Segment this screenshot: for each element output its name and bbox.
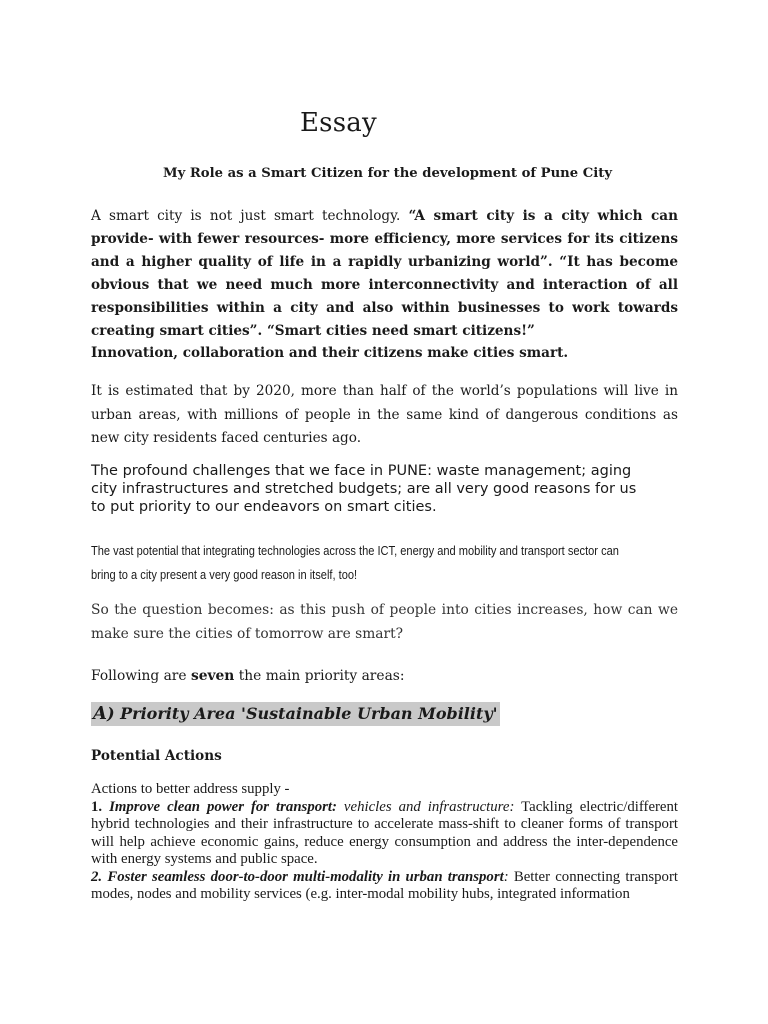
potential-actions-heading: Potential Actions xyxy=(91,748,222,764)
following-pre: Following are xyxy=(91,668,191,684)
innovation-line: Innovation, collaboration and their citizens make cities smart. xyxy=(91,345,569,361)
following-line xyxy=(91,665,678,688)
action-1-subtitle: vehicles and infrastructure: xyxy=(336,798,515,815)
actions-intro: Actions to better address supply - xyxy=(91,781,290,797)
challenges-paragraph: The profound challenges that we face in PUNE: waste management; aging city infrastructures and stretched budgets; are all very good reasons for us to put priority to our endeavors on smart cities. xyxy=(91,463,637,515)
intro-quote: “A smart city is a city which can provide- with fewer resources- more efficiency, more services for its citizens and a higher quality of life in a rapidly urbanizing world” xyxy=(91,208,679,270)
action-1-title: Improve clean power for transport: xyxy=(109,798,337,815)
priority-area-letter: A xyxy=(93,703,107,724)
action-2-body: Better connecting transport modes, nodes and mobility services (e.g. inter-modal mobility hubs, integrated information xyxy=(91,868,678,902)
actions-paragraph xyxy=(91,781,678,904)
priority-area-text: ) Priority Area 'Sustainable Urban Mobility' xyxy=(106,704,498,723)
priority-area-heading xyxy=(91,702,500,726)
question-paragraph: So the question becomes: as this push of people into cities increases, how can we make sure the cities of tomorrow are smart? xyxy=(91,602,678,642)
essay-subtitle: My Role as a Smart Citizen for the development of Pune City xyxy=(163,166,612,181)
intro-paragraph xyxy=(91,205,678,343)
action-2-title: 2. Foster seamless door-to-door multi-modality in urban transport xyxy=(91,868,504,885)
vast-potential-paragraph: The vast potential that integrating technologies across the ICT, energy and mobility and transport sector can bring to a city present a very good reason in itself, too! xyxy=(91,544,619,582)
estimate-paragraph: It is estimated that by 2020, more than half of the world’s populations will live in urban areas, with millions of people in the same kind of dangerous conditions as new city residents faced centuries ago. xyxy=(91,383,678,446)
intro-rest: . “It has become obvious that we need much more interconnectivity and interaction of all responsibilities within a city and also within businesses to work towards creating smart cities”. “Smart cities need smart citizens!” xyxy=(91,254,679,339)
action-1-number: 1. xyxy=(91,798,110,815)
intro-lead: A smart city is not just smart technology. xyxy=(91,208,409,224)
action-1-body: Tackling electric/different hybrid technologies and their infrastructure to accelerate mass-shift to cleaner forms of transport will help achieve economic gains, reduce energy consumption and address the inter-dependence with energy systems and public space. xyxy=(91,798,679,867)
action-2-colon: : xyxy=(503,868,509,885)
following-post: the main priority areas: xyxy=(234,668,405,684)
page-title: Essay xyxy=(300,108,377,138)
following-bold: seven xyxy=(190,668,235,684)
